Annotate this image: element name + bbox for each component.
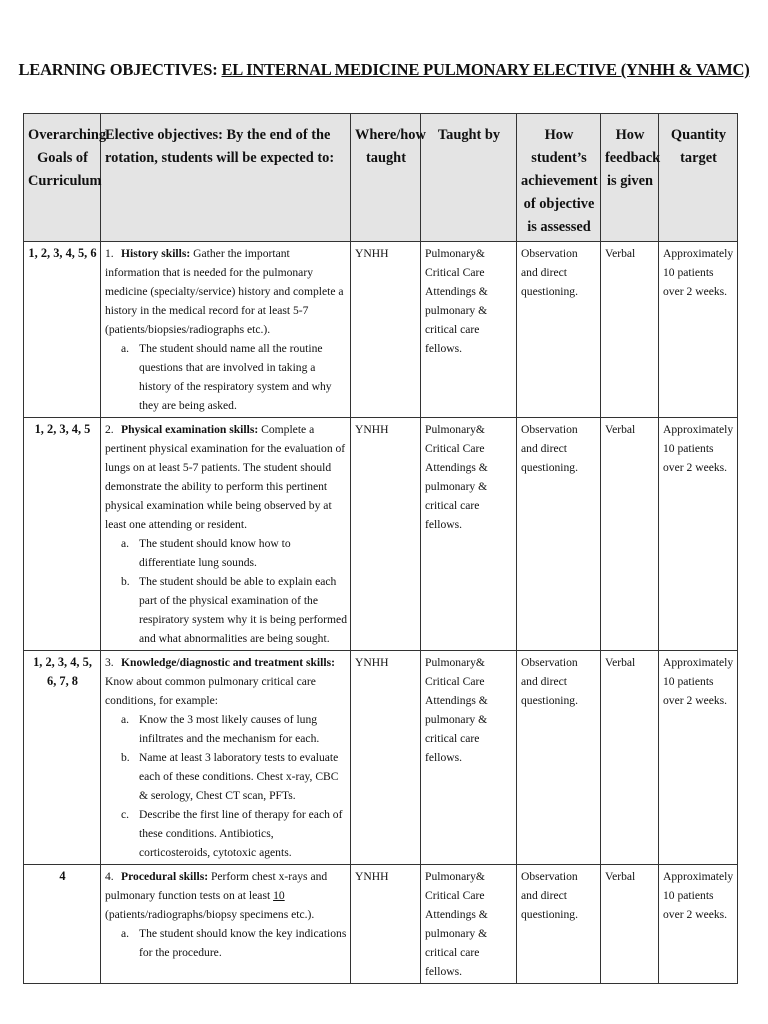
quantity-cell: Approximately 10 patients over 2 weeks.: [659, 651, 738, 865]
objective-body: Gather the important information that is needed for the pulmonary medicine (specialty/service) history and complete a history in the medical record for at least 5-7 (patients/biopsies/radiographs etc.).: [105, 247, 344, 336]
taught-by-cell: Pulmonary& Critical Care Attendings & pulmonary & critical care fellows.: [421, 865, 517, 984]
sub-objective-label: b.: [121, 575, 130, 588]
sub-objective-label: a.: [121, 713, 130, 726]
taught-by-cell: Pulmonary& Critical Care Attendings & pulmonary & critical care fellows.: [421, 242, 517, 418]
where-cell: YNHH: [351, 242, 421, 418]
col-header-objectives: Elective objectives: By the end of the rotation, students will be expected to:: [101, 114, 351, 242]
sub-objective-text: Name at least 3 laboratory tests to evaluate each of these conditions. Chest x-ray, CBC & serology, Chest CT scan, PFTs.: [139, 751, 339, 802]
col-header-feedback: How feedback is given: [601, 114, 659, 242]
goals-cell: 1, 2, 3, 4, 5, 6: [24, 242, 101, 418]
objective-number: 1.: [105, 247, 114, 260]
objective-title: Procedural skills:: [121, 870, 209, 883]
quantity-cell: Approximately 10 patients over 2 weeks.: [659, 865, 738, 984]
title-prefix: LEARNING OBJECTIVES:: [18, 60, 222, 79]
table-row: [24, 242, 738, 418]
quantity-cell: Approximately 10 patients over 2 weeks.: [659, 242, 738, 418]
sub-objective-label: a.: [121, 927, 130, 940]
objective-number: 3.: [105, 656, 114, 669]
quantity-cell: Approximately 10 patients over 2 weeks.: [659, 418, 738, 651]
header-row: [24, 114, 738, 242]
col-header-assessment: How student’s achievement of objective is assessed: [517, 114, 601, 242]
goals-cell: 1, 2, 3, 4, 5: [24, 418, 101, 651]
col-header-quantity: Quantity target: [659, 114, 738, 242]
objective-number: 2.: [105, 423, 114, 436]
where-cell: YNHH: [351, 651, 421, 865]
taught-by-cell: Pulmonary& Critical Care Attendings & pulmonary & critical care fellows.: [421, 418, 517, 651]
assessed-cell: Observation and direct questioning.: [517, 242, 601, 418]
sub-objective-text: The student should know the key indications for the procedure.: [139, 927, 347, 959]
where-cell: YNHH: [351, 418, 421, 651]
sub-objective-label: a.: [121, 342, 130, 355]
objective-body: Complete a pertinent physical examination for the evaluation of lungs on at least 5-7 patients. The student should demonstrate the ability to perform this pertinent physical examination while being observed by at least one attending or resident.: [105, 423, 346, 531]
assessed-cell: Observation and direct questioning.: [517, 865, 601, 984]
objective-underlined: 10: [273, 889, 285, 902]
assessed-cell: Observation and direct questioning.: [517, 651, 601, 865]
objective-body: Perform chest x-rays and pulmonary function tests on at least: [105, 870, 328, 902]
sub-objective-text: Know the 3 most likely causes of lung infiltrates and the mechanism for each.: [139, 713, 320, 745]
feedback-cell: Verbal: [601, 865, 659, 984]
sub-objective-text: The student should know how to differentiate lung sounds.: [139, 537, 291, 569]
sub-objective-item: [121, 572, 347, 648]
goals-cell: 1, 2, 3, 4, 5, 6, 7, 8: [24, 651, 101, 865]
table-row: [24, 865, 738, 984]
sub-objective-label: c.: [121, 808, 130, 821]
sub-objective-item: [121, 805, 347, 862]
objective-number: 4.: [105, 870, 114, 883]
sub-objective-item: [121, 924, 347, 962]
table-row: [24, 651, 738, 865]
page-title: [0, 60, 768, 80]
sub-objective-text: The student should be able to explain each part of the physical examination of the respiratory system why it is being performed and what abnormalities are being sought.: [139, 575, 347, 645]
objective-title: Knowledge/diagnostic and treatment skills:: [121, 656, 335, 669]
sub-objective-text: Describe the first line of therapy for each of these conditions. Antibiotics, corticosteroids, cytotoxic agents.: [139, 808, 343, 859]
objective-text: [105, 420, 347, 534]
where-cell: YNHH: [351, 865, 421, 984]
objective-cell: [101, 865, 351, 984]
sub-objective-text: The student should name all the routine questions that are involved in taking a history of the respiratory system and why they are being asked.: [139, 342, 332, 412]
objective-title: History skills:: [121, 247, 191, 260]
objective-cell: [101, 418, 351, 651]
objective-body: Know about common pulmonary critical care conditions, for example:: [105, 675, 316, 707]
sub-objective-list: [105, 534, 347, 648]
objective-text: [105, 244, 347, 339]
sub-objective-list: [105, 339, 347, 415]
sub-objective-label: b.: [121, 751, 130, 764]
objective-title: Physical examination skills:: [121, 423, 259, 436]
sub-objective-list: [105, 710, 347, 862]
objective-cell: [101, 242, 351, 418]
learning-objectives-table: [23, 113, 738, 984]
sub-objective-item: [121, 748, 347, 805]
goals-cell: 4: [24, 865, 101, 984]
feedback-cell: Verbal: [601, 242, 659, 418]
col-header-where: Where/how taught: [351, 114, 421, 242]
taught-by-cell: Pulmonary& Critical Care Attendings & pulmonary & critical care fellows.: [421, 651, 517, 865]
sub-objective-item: [121, 710, 347, 748]
objective-body-end: (patients/radiographs/biopsy specimens etc.).: [105, 908, 315, 921]
table-row: [24, 418, 738, 651]
objective-cell: [101, 651, 351, 865]
assessed-cell: Observation and direct questioning.: [517, 418, 601, 651]
sub-objective-label: a.: [121, 537, 130, 550]
feedback-cell: Verbal: [601, 418, 659, 651]
col-header-goals: Overarching Goals of Curriculum: [24, 114, 101, 242]
objective-text: [105, 653, 347, 710]
col-header-taught-by: Taught by: [421, 114, 517, 242]
title-underlined: EL INTERNAL MEDICINE PULMONARY ELECTIVE (YNHH & VAMC): [221, 60, 750, 79]
sub-objective-item: [121, 534, 347, 572]
feedback-cell: Verbal: [601, 651, 659, 865]
sub-objective-item: [121, 339, 347, 415]
sub-objective-list: [105, 924, 347, 962]
objective-text: [105, 867, 347, 924]
